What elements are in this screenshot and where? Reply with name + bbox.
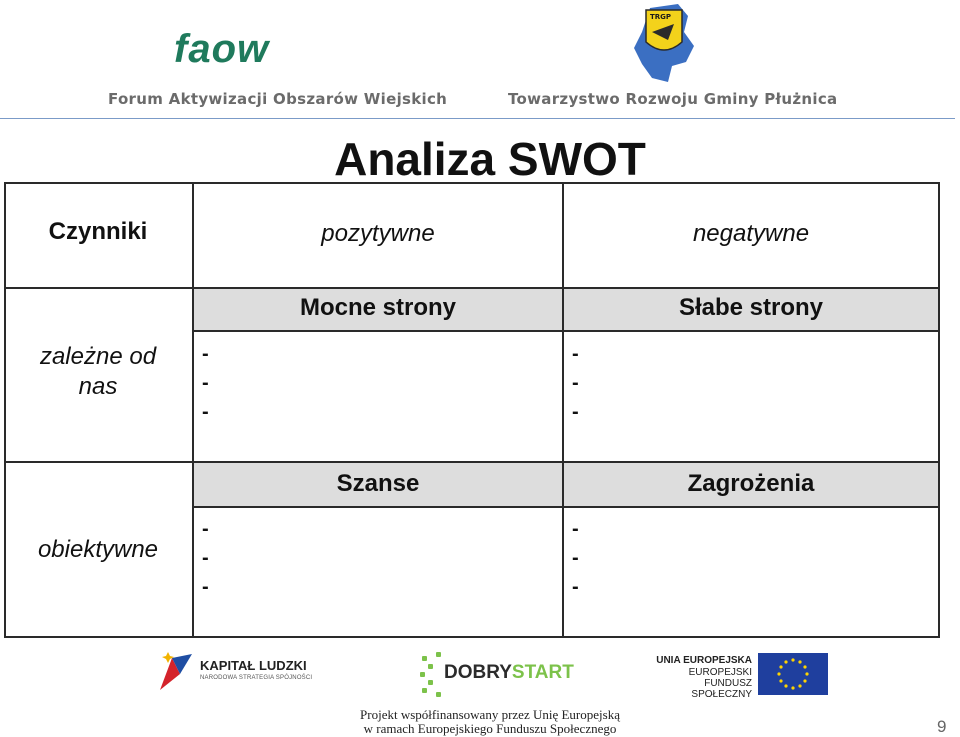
project-funding-line2: w ramach Europejskiego Funduszu Społecznego xyxy=(363,721,617,736)
project-funding-line1: Projekt współfinansowany przez Unię Europejską xyxy=(360,707,620,722)
strengths-bullet: - xyxy=(202,401,209,423)
swot-table xyxy=(4,182,940,638)
opportunities-header: Szanse xyxy=(336,470,420,497)
threats-bullet: - xyxy=(572,518,579,540)
table-row-divider xyxy=(4,461,940,463)
eu-title: UNIA EUROPEJSKA xyxy=(656,655,752,666)
slide-title: Analiza SWOT xyxy=(334,133,646,182)
strengths-bullet: - xyxy=(202,343,209,365)
strengths-bullet: - xyxy=(202,372,209,394)
table-border-bottom xyxy=(4,636,940,638)
faow-logo xyxy=(172,28,347,68)
crest-label: TRGP xyxy=(650,13,672,21)
gmina-crest-logo xyxy=(628,2,700,86)
threats-header: Zagrożenia xyxy=(687,470,815,497)
eu-fund-line2: FUNDUSZ SPOŁECZNY xyxy=(691,678,752,700)
strengths-header: Mocne strony xyxy=(299,294,457,321)
title-container xyxy=(0,128,960,182)
external-row-label: obiektywne xyxy=(37,536,159,563)
weaknesses-bullet: - xyxy=(572,401,579,423)
table-border-left xyxy=(4,182,6,638)
kapital-ludzki-title: KAPITAŁ LUDZKI xyxy=(200,658,307,673)
dobry-start-word-start: START xyxy=(511,662,574,683)
threats-bullet: - xyxy=(572,547,579,569)
weaknesses-bullet: - xyxy=(572,343,579,365)
page-number: 9 xyxy=(937,717,947,736)
kapital-ludzki-subtitle: NARODOWA STRATEGIA SPÓJNOŚCI xyxy=(200,675,313,681)
corner-label: Czynniki xyxy=(48,218,148,245)
faow-logo-text: faow xyxy=(174,28,270,68)
table-border-top xyxy=(4,182,940,184)
eu-fund-line1: EUROPEJSKI xyxy=(688,667,752,678)
threats-bullet: - xyxy=(572,576,579,598)
table-row-divider xyxy=(194,506,940,508)
opportunities-bullet: - xyxy=(202,576,209,598)
internal-row-label: zależne od nas xyxy=(39,343,157,400)
header-divider xyxy=(0,118,955,119)
eu-flag-icon xyxy=(758,653,828,695)
dobry-start-word-dobry: DOBRY xyxy=(444,662,512,683)
table-col-divider xyxy=(562,182,564,638)
dobry-start-logo xyxy=(444,662,574,684)
weaknesses-bullet: - xyxy=(572,372,579,394)
table-row-divider xyxy=(4,287,940,289)
negative-column-header: negatywne xyxy=(692,220,810,247)
left-organization-name: Forum Aktywizacji Obszarów Wiejskich xyxy=(108,90,448,108)
table-row-divider xyxy=(194,330,940,332)
opportunities-bullet: - xyxy=(202,518,209,540)
positive-column-header: pozytywne xyxy=(321,220,435,247)
table-col-divider xyxy=(192,182,194,638)
kapital-ludzki-logo xyxy=(158,652,194,692)
table-border-right xyxy=(938,182,940,638)
weaknesses-header: Słabe strony xyxy=(678,294,824,321)
right-organization-name: Towarzystwo Rozwoju Gminy Płużnica xyxy=(508,90,838,108)
opportunities-bullet: - xyxy=(202,547,209,569)
